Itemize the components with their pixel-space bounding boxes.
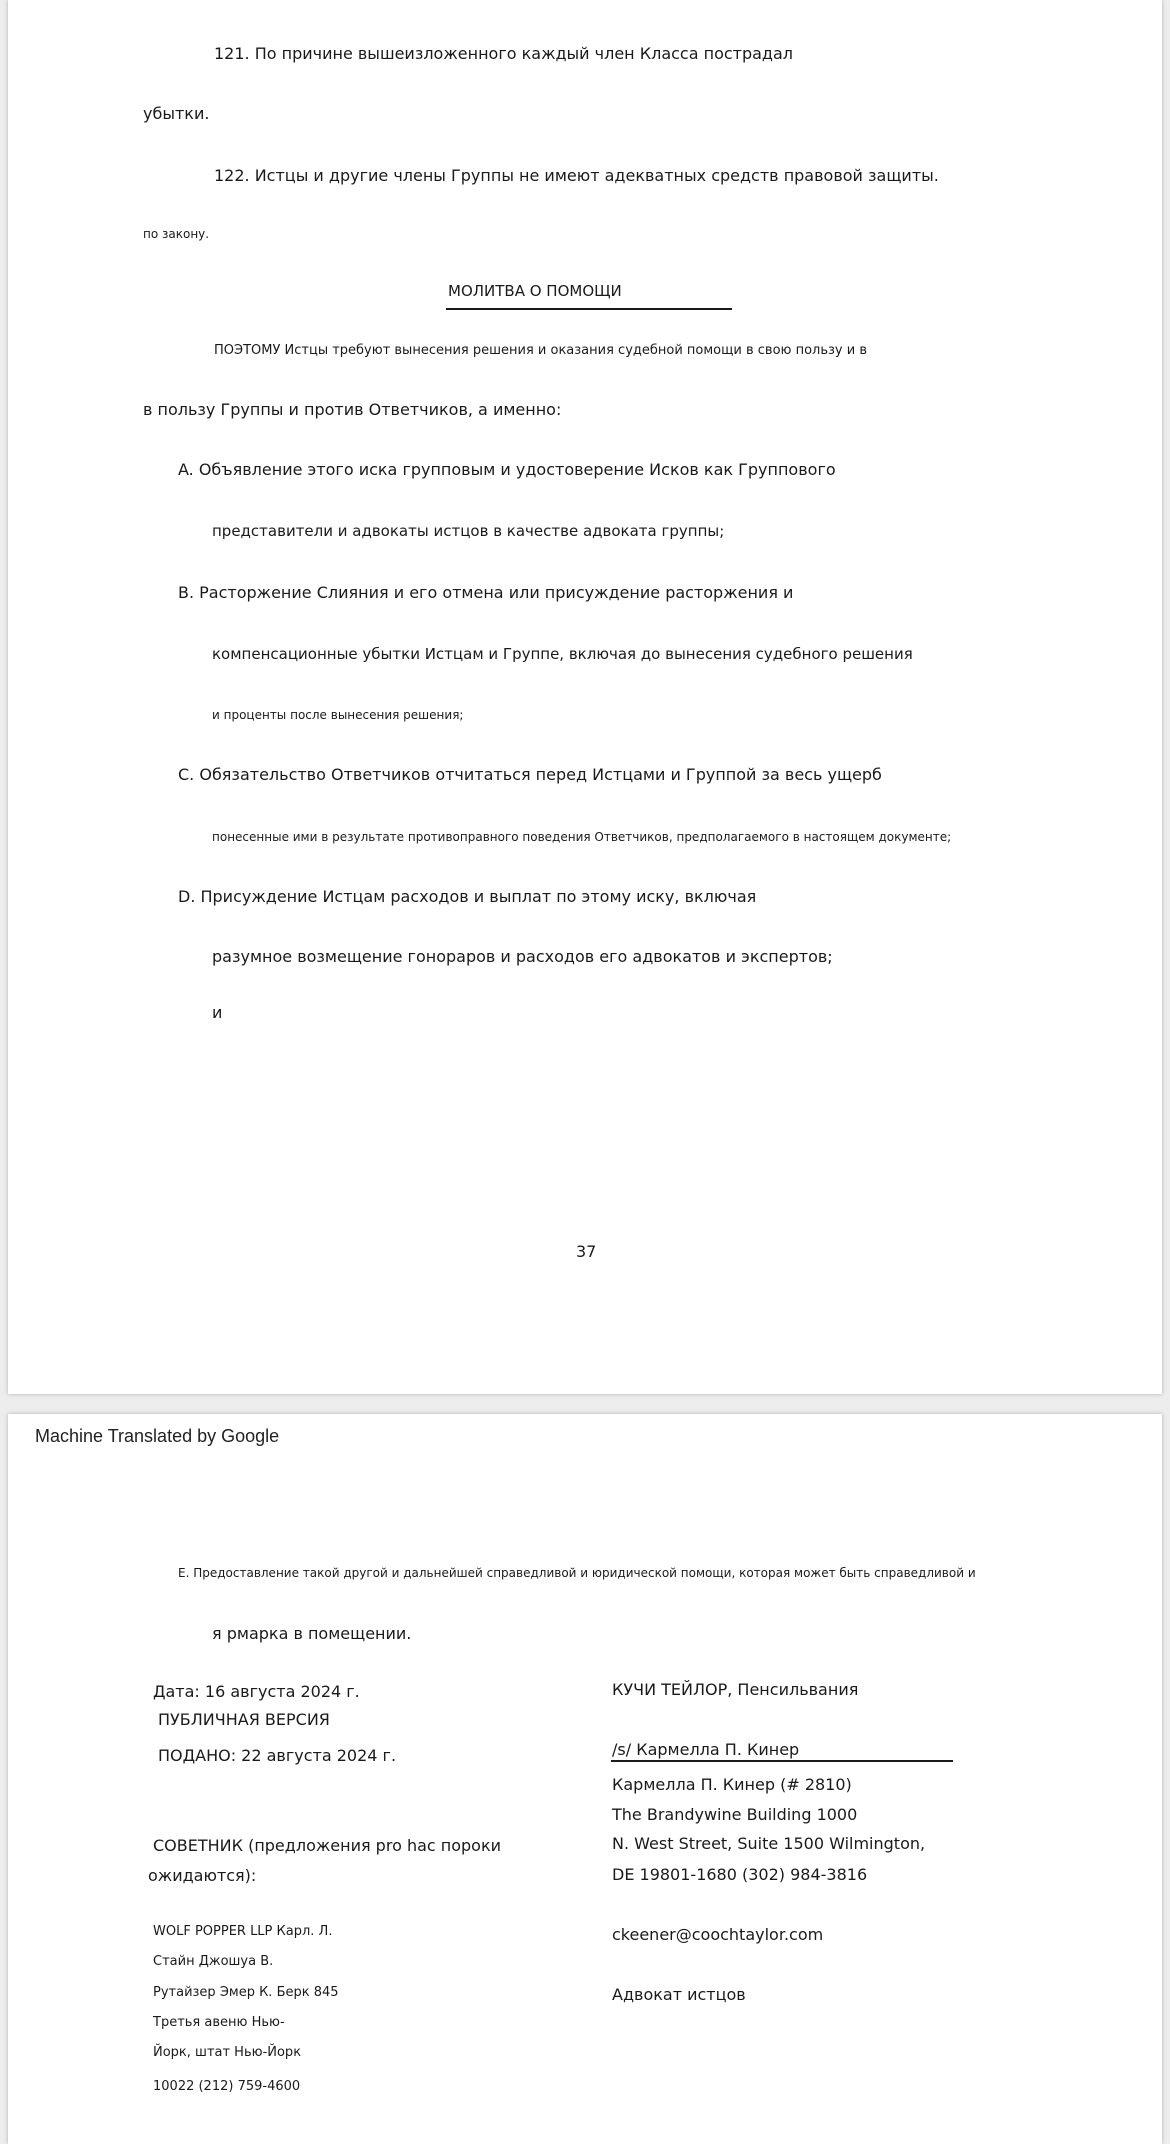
item-a-line-2: представители и адвокаты истцов в качестве адвоката группы; (212, 522, 725, 540)
item-d-line-1: D. Присуждение Истцам расходов и выплат по этому иску, включая (178, 887, 757, 906)
item-b-line-3: и проценты после вынесения решения; (212, 708, 464, 722)
item-e-line-1: E. Предоставление такой другой и дальнейшей справедливой и юридической помощи, которая может быть справедливой и (178, 1566, 976, 1580)
item-b-line-1: B. Расторжение Слияния и его отмена или присуждение расторжения и (178, 583, 794, 602)
therefore-line-1: ПОЭТОМУ Истцы требуют вынесения решения и оказания судебной помощи в свою пользу и в (214, 343, 868, 358)
counsel-line: Рутайзер Эмер К. Берк 845 (153, 1985, 339, 2000)
item-d-line-3: и (212, 1003, 223, 1022)
item-e-line-2: я рмарка в помещении. (212, 1624, 412, 1643)
heading-underline (446, 308, 732, 310)
counsel-heading-line-1: СОВЕТНИК (предложения pro hac пороки (153, 1836, 502, 1855)
paragraph-122-line-2: по закону. (143, 227, 210, 241)
paragraph-121-line-1: 121. По причине вышеизложенного каждый член Класса пострадал (214, 44, 794, 63)
paragraph-121-line-2: убытки. (143, 104, 210, 123)
paragraph-122-line-1: 122. Истцы и другие члены Группы не имеют адекватных средств правовой защиты. (214, 166, 939, 185)
document-page-2 (8, 1414, 1162, 2144)
attorney-line: N. West Street, Suite 1500 Wilmington, (612, 1834, 926, 1853)
item-a-line-1: A. Объявление этого иска групповым и удостоверение Исков как Группового (178, 460, 836, 479)
date-line: Дата: 16 августа 2024 г. (153, 1682, 360, 1701)
counsel-line: Йорк, штат Нью-Йорк (153, 2045, 302, 2060)
counsel-heading-line-2: ожидаются): (148, 1866, 257, 1885)
counsel-line: Третья авеню Нью- (153, 2015, 285, 2030)
item-b-line-2: компенсационные убытки Истцам и Группе, включая до вынесения судебного решения (212, 645, 913, 663)
document-page-1 (8, 0, 1162, 1394)
section-heading: МОЛИТВА О ПОМОЩИ (448, 282, 622, 300)
attorney-line: Кармелла П. Кинер (# 2810) (612, 1775, 852, 1794)
signature-underline (611, 1760, 953, 1762)
attorney-line: The Brandywine Building 1000 (612, 1805, 858, 1824)
page-number: 37 (576, 1242, 597, 1261)
item-c-line-2: понесенные ими в результате противоправного поведения Ответчиков, предполагаемого в настоящем документе; (212, 830, 952, 844)
therefore-line-2: в пользу Группы и против Ответчиков, а именно: (143, 400, 562, 419)
counsel-line: 10022 (212) 759-4600 (153, 2079, 301, 2094)
item-c-line-1: C. Обязательство Ответчиков отчитаться перед Истцами и Группой за весь ущерб (178, 765, 882, 784)
public-version-label: ПУБЛИЧНАЯ ВЕРСИЯ (158, 1710, 330, 1729)
counsel-line: WOLF POPPER LLP Карл. Л. (153, 1924, 333, 1939)
signature-line: /s/ Кармелла П. Кинер (612, 1740, 800, 1759)
machine-translation-banner: Machine Translated by Google (35, 1426, 280, 1446)
filed-line: ПОДАНО: 22 августа 2024 г. (158, 1746, 397, 1765)
item-d-line-2: разумное возмещение гонораров и расходов его адвокатов и экспертов; (212, 947, 833, 966)
attorney-line: DE 19801-1680 (302) 984-3816 (612, 1865, 868, 1884)
counsel-role: Адвокат истцов (612, 1985, 746, 2004)
firm-name: КУЧИ ТЕЙЛОР, Пенсильвания (612, 1680, 859, 1699)
counsel-line: Стайн Джошуа В. (153, 1954, 274, 1969)
email-address: ckeener@coochtaylor.com (612, 1925, 824, 1944)
